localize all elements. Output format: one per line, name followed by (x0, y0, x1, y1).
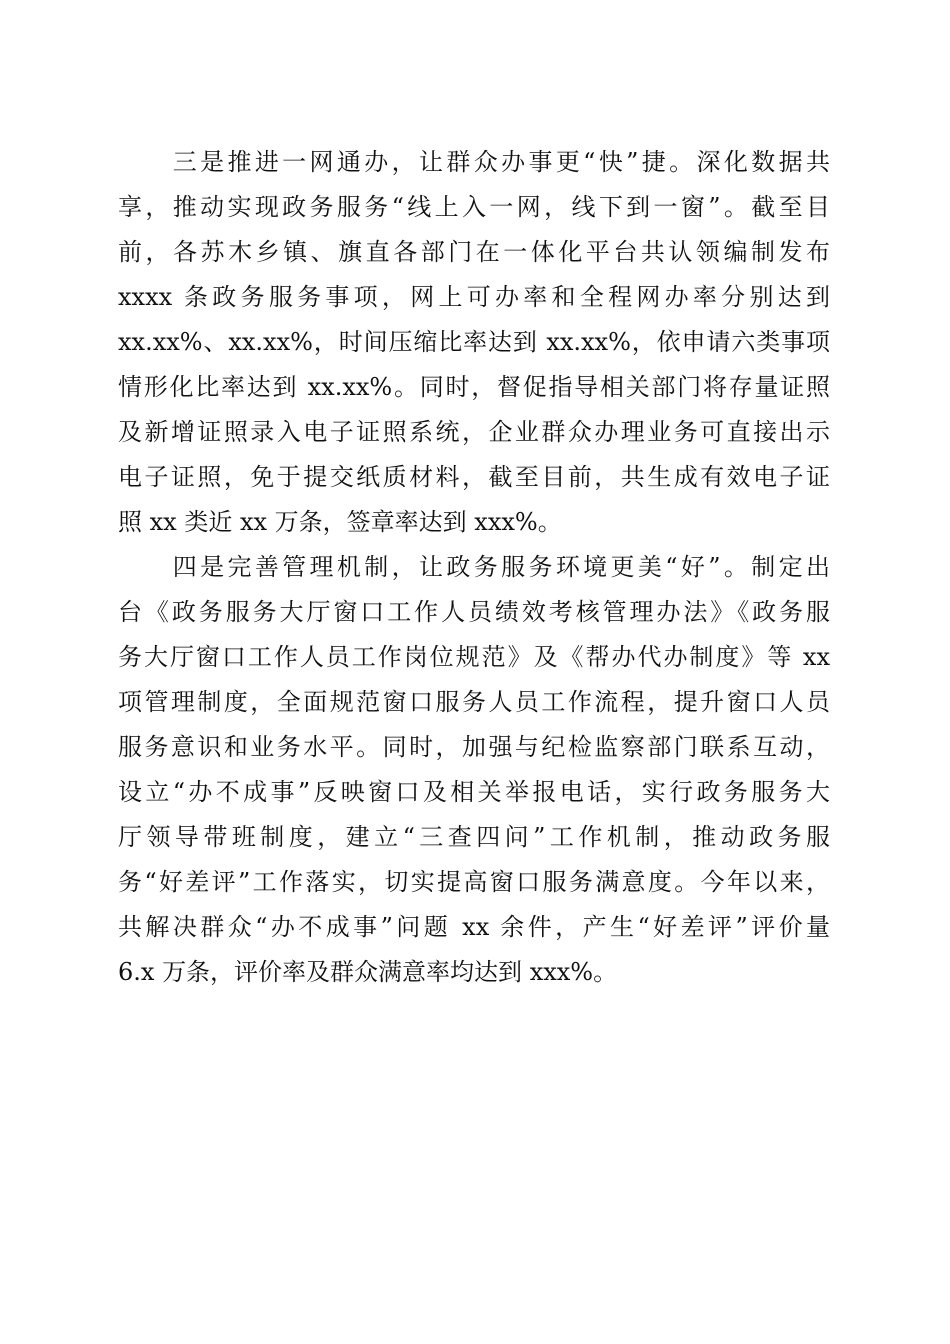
paragraph-line: 厅领导带班制度，建立“三查四问”工作机制，推动政务服 (118, 823, 830, 851)
paragraph-line: 设立“办不成事”反映窗口及相关举报电话，实行政务服务大 (118, 778, 830, 806)
paragraph-line: 台《政务服务大厅窗口工作人员绩效考核管理办法》《政务服 (118, 598, 830, 626)
paragraph-1 (118, 140, 830, 545)
paragraph-line: 情形化比率达到 xx.xx%。同时，督促指导相关部门将存量证照 (118, 373, 830, 401)
paragraph-line: 6.x 万条，评价率及群众满意率均达到 xxx%。 (118, 958, 618, 986)
paragraph-line: 服务意识和业务水平。同时，加强与纪检监察部门联系互动， (118, 733, 830, 761)
paragraph-line: 享，推动实现政务服务“线上入一网，线下到一窗”。截至目 (118, 193, 830, 221)
paragraph-2 (118, 545, 830, 995)
paragraph-line: 三是推进一网通办，让群众办事更“快”捷。深化数据共 (118, 148, 830, 176)
document-body (118, 140, 830, 995)
paragraph-line: 电子证照，免于提交纸质材料，截至目前，共生成有效电子证 (118, 463, 830, 491)
paragraph-line: 务大厅窗口工作人员工作岗位规范》及《帮办代办制度》等 xx (118, 643, 830, 671)
paragraph-line: 务“好差评”工作落实，切实提高窗口服务满意度。今年以来， (118, 868, 830, 896)
paragraph-line: 共解决群众“办不成事”问题 xx 余件，产生“好差评”评价量 (118, 913, 830, 941)
paragraph-line: xxxx 条政务服务事项，网上可办率和全程网办率分别达到 (118, 283, 830, 311)
paragraph-line: 照 xx 类近 xx 万条，签章率达到 xxx%。 (118, 508, 562, 536)
paragraph-line: 四是完善管理机制，让政务服务环境更美“好”。制定出 (118, 553, 830, 581)
paragraph-line: xx.xx%、xx.xx%，时间压缩比率达到 xx.xx%，依申请六类事项 (118, 328, 830, 356)
paragraph-line: 前，各苏木乡镇、旗直各部门在一体化平台共认领编制发布 (118, 238, 830, 266)
paragraph-line: 项管理制度，全面规范窗口服务人员工作流程，提升窗口人员 (118, 688, 830, 716)
paragraph-line: 及新增证照录入电子证照系统，企业群众办理业务可直接出示 (118, 418, 830, 446)
